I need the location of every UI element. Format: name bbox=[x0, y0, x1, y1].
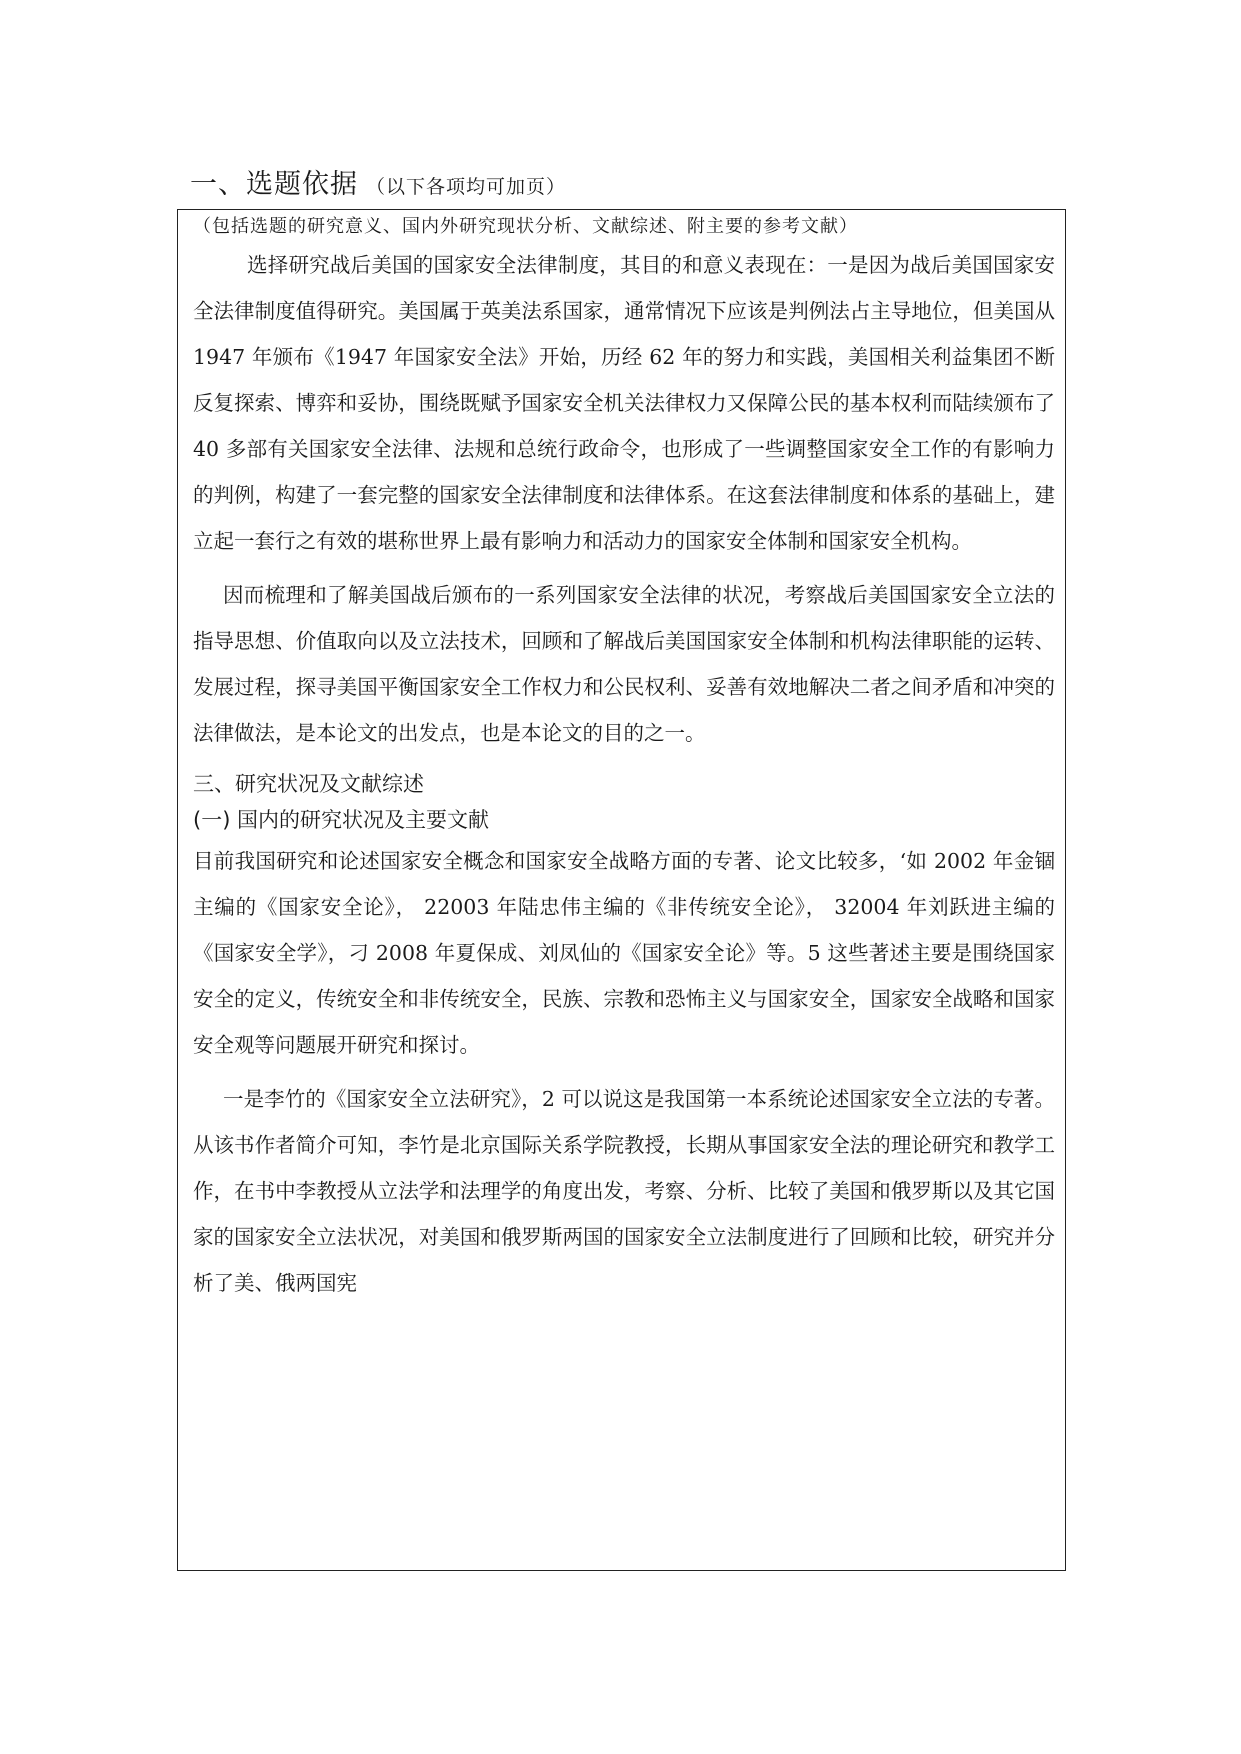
heading-title: 一、选题依据 bbox=[190, 169, 358, 200]
section-title-research-status: 三、研究状况及文献综述 bbox=[193, 772, 424, 796]
paragraph-significance: 因而梳理和了解美国战后颁布的一系列国家安全法律的状况，考察战后美国国家安全立法的指导思想、价值取向以及立法技术，回顾和了解战后美国国家安全体制和机构法律职能的运转、发展过程，探寻美国平衡国家安全工作权力和公民权利、妥善有效地解决二者之间矛盾和冲突的法律做法，是本论文的出发点，也是本论文的目的之一。 bbox=[193, 583, 1055, 745]
subsection-title-domestic: (一) 国内的研究状况及主要文献 bbox=[193, 808, 490, 832]
paragraph-li-zhu: 一是李竹的《国家安全立法研究》，2 可以说这是我国第一本系统论述国家安全立法的专著。从该书作者简介可知，李竹是北京国际关系学院教授，长期从事国家安全法的理论研究和教学工作，在书中李教授从立法学和法理学的角度出发，考察、分析、比较了美国和俄罗斯以及其它国家的国家安全立法状况，对美国和俄罗斯两国的国家安全立法制度进行了回顾和比较，研究并分析了美、俄两国宪 bbox=[193, 1087, 1055, 1295]
content-body bbox=[193, 212, 1055, 1306]
paragraph-domestic-literature: 目前我国研究和论述国家安全概念和国家安全战略方面的专著、论文比较多，‘如 2002 年金锢主编的《国家安全论》， 22003 年陆忠伟主编的《非传统安全论》， 32004 年刘跃进主编的《国家安全学》，刁 2008 年夏保成、刘凤仙的《国家安全论》等。5 这些著述主要是围绕国家安全的定义，传统安全和非传统安全，民族、宗教和恐怖主义与国家安全，国家安全战略和国家安全观等问题展开研究和探讨。 bbox=[193, 849, 1055, 1057]
section-heading bbox=[190, 162, 566, 201]
heading-note: （以下各项均可加页） bbox=[366, 176, 567, 198]
paragraph-purpose: 选择研究战后美国的国家安全法律制度，其目的和意义表现在：一是因为战后美国国家安全法律制度值得研究。美国属于英美法系国家，通常情况下应该是判例法占主导地位，但美国从 1947 年颁布《1947 年国家安全法》开始，历经 62 年的努力和实践，美国相关利益集团不断反复探索、博弈和妥协，围绕既赋予国家安全机关法律权力又保障公民的基本权利而陆续颁布了 40 多部有关国家安全法律、法规和总统行政命令，也形成了一些调整国家安全工作的有影响力的判例，构建了一套完整的国家安全法律制度和法律体系。在这套法律制度和体系的基础上，建立起一套行之有效的堪称世界上最有影响力和活动力的国家安全体制和国家安全机构。 bbox=[193, 253, 1055, 553]
box-subtitle: （包括选题的研究意义、国内外研究现状分析、文献综述、附主要的参考文献） bbox=[193, 216, 858, 237]
